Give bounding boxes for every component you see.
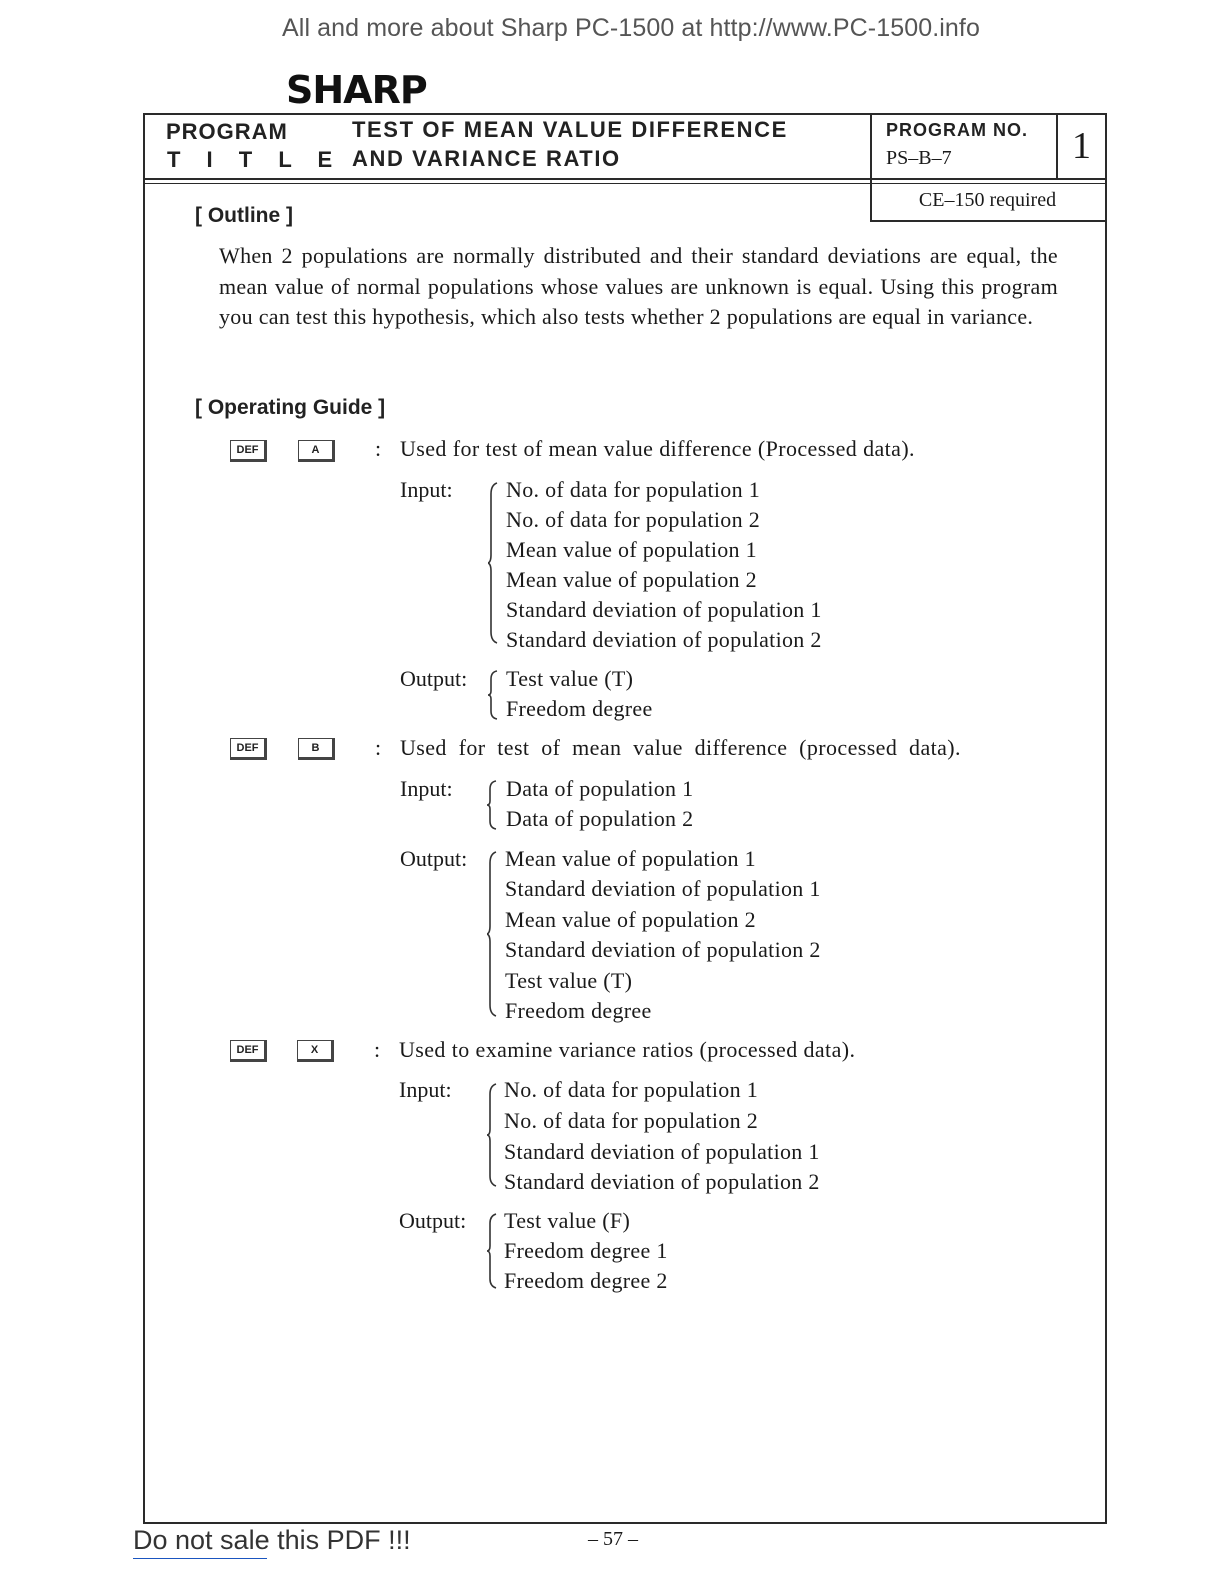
header-divider: [143, 178, 1105, 180]
input-brace: [487, 1083, 497, 1187]
program-title-line2: AND VARIANCE RATIO: [352, 146, 621, 171]
program-label: PROGRAM: [166, 119, 288, 144]
page-index: 1: [1072, 125, 1091, 167]
input-label: Input:: [400, 776, 453, 801]
input-brace: [487, 780, 497, 830]
list-item: Test value (T): [505, 968, 633, 993]
source-note: All and more about Sharp PC-1500 at http://www.PC-1500.info: [282, 14, 980, 42]
colon: :: [375, 735, 382, 760]
output-label: Output:: [400, 846, 468, 871]
footer-notice-underline: [133, 1558, 267, 1559]
title-label: T I T L E: [167, 147, 343, 172]
b-key: B: [298, 738, 335, 760]
program-no-label: PROGRAM NO.: [886, 120, 1029, 140]
list-item: Mean value of population 1: [505, 846, 756, 871]
list-item: Mean value of population 1: [506, 537, 757, 562]
header-divider-thin: [143, 183, 1105, 184]
list-item: Freedom degree: [506, 696, 653, 721]
list-item: Standard deviation of population 2: [505, 937, 821, 962]
header-page-divider: [1056, 115, 1058, 179]
list-item: Freedom degree 1: [504, 1238, 668, 1263]
def-key: DEF: [230, 738, 267, 760]
list-item: Mean value of population 2: [505, 907, 756, 932]
list-item: No. of data for population 2: [506, 507, 761, 532]
output-brace: [487, 851, 497, 1017]
program-no-value: PS–B–7: [886, 147, 952, 169]
list-item: No. of data for population 2: [504, 1108, 759, 1133]
list-item: Standard deviation of population 2: [506, 627, 822, 652]
list-item: Standard deviation of population 2: [504, 1169, 820, 1194]
sharp-logo: SHARP: [286, 68, 427, 112]
output-brace: [488, 670, 498, 720]
list-item: Mean value of population 2: [506, 567, 757, 592]
list-item: Test value (T): [506, 666, 634, 691]
requirement-box-bottom: [870, 220, 1105, 222]
entry-description: Used for test of mean value difference (processed data).: [400, 735, 961, 760]
input-label: Input:: [400, 477, 453, 502]
input-label: Input:: [399, 1077, 452, 1102]
input-brace: [488, 482, 498, 644]
list-item: Standard deviation of population 1: [506, 597, 822, 622]
outline-text: When 2 populations are normally distributed and their standard deviations are equal, the mean value of normal populations whose values are unknown is equal. Using this program you can test this hypothesis, which also tests whether 2 populations are equal in variance.: [219, 243, 1058, 329]
colon: :: [375, 436, 382, 461]
outline-heading: [ Outline ]: [195, 204, 293, 227]
list-item: No. of data for population 1: [506, 477, 761, 502]
entry-description: Used to examine variance ratios (processed data).: [399, 1037, 856, 1062]
requirement-note: CE–150 required: [918, 189, 1057, 211]
list-item: Freedom degree 2: [504, 1268, 668, 1293]
program-title-line1: TEST OF MEAN VALUE DIFFERENCE: [352, 117, 788, 142]
colon: :: [374, 1037, 381, 1062]
list-item: Test value (F): [504, 1208, 631, 1233]
list-item: Data of population 2: [506, 806, 694, 831]
entry-description: Used for test of mean value difference (Processed data).: [400, 436, 915, 461]
def-key: DEF: [230, 1040, 267, 1062]
list-item: Freedom degree: [505, 998, 652, 1023]
page-number: – 57 –: [588, 1528, 638, 1550]
a-key: A: [298, 440, 335, 462]
def-key: DEF: [230, 440, 267, 462]
list-item: No. of data for population 1: [504, 1077, 759, 1102]
x-key: X: [297, 1040, 334, 1062]
list-item: Data of population 1: [506, 776, 694, 801]
footer-notice: Do not sale this PDF !!!: [133, 1525, 411, 1555]
output-brace: [487, 1213, 497, 1289]
list-item: Standard deviation of population 1: [505, 876, 821, 901]
output-label: Output:: [399, 1208, 467, 1233]
output-label: Output:: [400, 666, 468, 691]
list-item: Standard deviation of population 1: [504, 1139, 820, 1164]
operating-guide-heading: [ Operating Guide ]: [195, 396, 386, 419]
